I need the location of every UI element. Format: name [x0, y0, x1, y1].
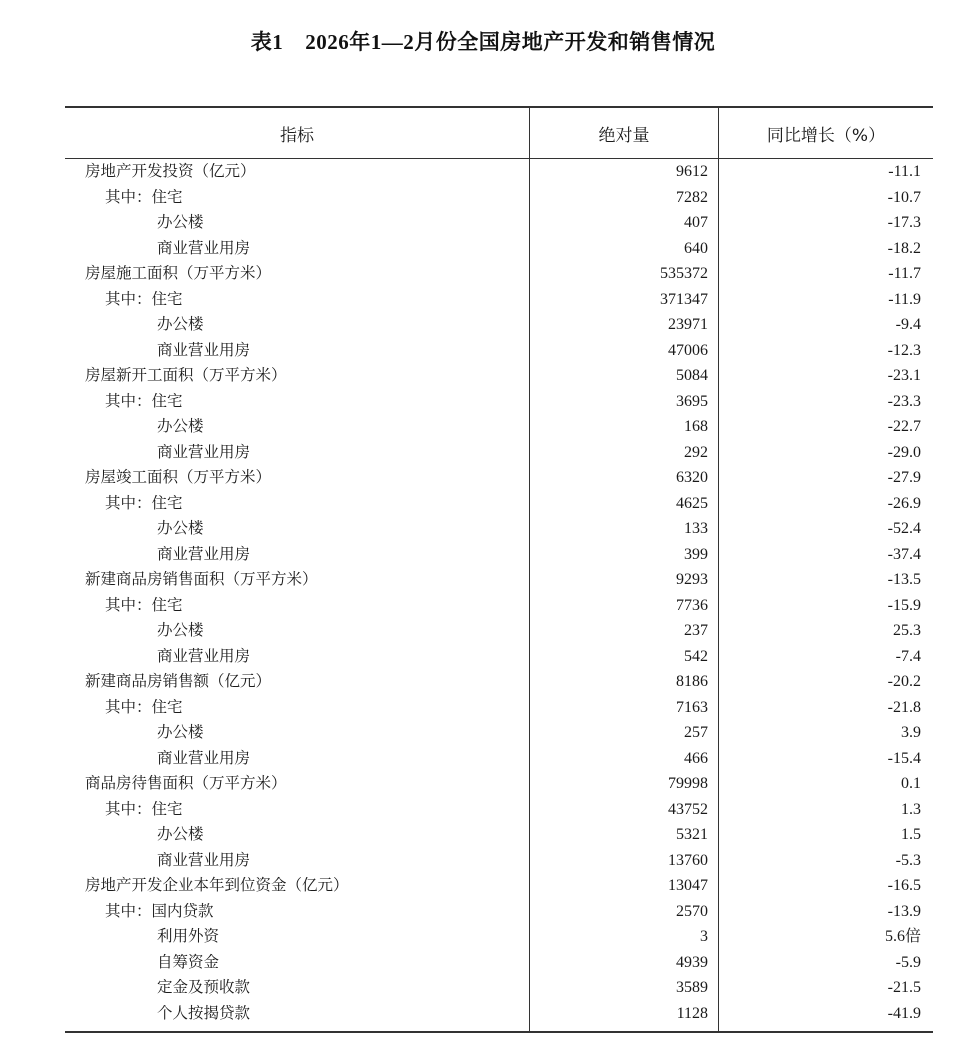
- row-absolute-value: 79998: [530, 771, 719, 797]
- row-absolute-value: 3: [530, 924, 719, 950]
- row-absolute-value: 1128: [530, 1001, 719, 1031]
- row-absolute-value: 9612: [530, 159, 719, 185]
- row-indicator-label: 房地产开发投资（亿元）: [65, 159, 530, 185]
- row-indicator-label: 其中：住宅: [65, 491, 530, 517]
- table-title-text: 2026年1—2月份全国房地产开发和销售情况: [305, 30, 716, 54]
- row-absolute-value: 535372: [530, 261, 719, 287]
- table-row: [65, 440, 933, 466]
- row-indicator-label: 商业营业用房: [65, 746, 530, 772]
- table-row: [65, 567, 933, 593]
- table-row: [65, 644, 933, 670]
- row-indicator-label: 商业营业用房: [65, 542, 530, 568]
- table-row: [65, 338, 933, 364]
- table-row: [65, 185, 933, 211]
- row-indicator-label: 办公楼: [65, 618, 530, 644]
- table-row: [65, 159, 933, 185]
- row-indicator-label: 商品房待售面积（万平方米）: [65, 771, 530, 797]
- row-yoy-growth: -27.9: [887, 469, 921, 486]
- row-yoy-growth: -13.9: [887, 902, 921, 920]
- row-indicator-label: 商业营业用房: [65, 848, 530, 874]
- row-yoy-growth: -13.5: [887, 571, 921, 588]
- row-yoy-growth: -11.7: [888, 265, 921, 282]
- row-indicator-label: 商业营业用房: [65, 644, 530, 670]
- row-yoy-growth: 25.3: [893, 622, 921, 639]
- table-row: [65, 389, 933, 415]
- row-absolute-value: 4625: [530, 491, 719, 517]
- row-indicator-label: 新建商品房销售额（亿元）: [65, 669, 530, 695]
- row-absolute-value: 7282: [530, 185, 719, 211]
- row-indicator-label: 其中：住宅: [65, 287, 530, 313]
- row-yoy-growth: -17.3: [887, 214, 921, 231]
- row-indicator-label: 其中：住宅: [65, 797, 530, 823]
- row-indicator-label: 商业营业用房: [65, 440, 530, 466]
- table-row: [65, 287, 933, 313]
- table-row: [65, 771, 933, 797]
- table-row: [65, 720, 933, 746]
- row-absolute-value: 13047: [530, 873, 719, 899]
- row-indicator-label: 其中：国内贷款: [65, 899, 530, 925]
- row-indicator-label: 办公楼: [65, 210, 530, 236]
- row-indicator-label: 商业营业用房: [65, 338, 530, 364]
- table-row: [65, 873, 933, 899]
- row-yoy-growth: -29.0: [887, 443, 921, 461]
- row-absolute-value: 7163: [530, 695, 719, 721]
- row-absolute-value: 292: [530, 440, 719, 466]
- table-row: [65, 363, 933, 389]
- table-header: [65, 106, 933, 159]
- table-row: [65, 414, 933, 440]
- row-absolute-value: 3589: [530, 975, 719, 1001]
- table-row: [65, 797, 933, 823]
- row-yoy-growth: -7.4: [895, 647, 921, 665]
- row-indicator-label: 办公楼: [65, 312, 530, 338]
- row-yoy-growth: 1.5: [901, 826, 921, 843]
- row-absolute-value: 4939: [530, 950, 719, 976]
- row-indicator-label: 其中：住宅: [65, 185, 530, 211]
- row-yoy-growth: 3.9: [901, 724, 921, 741]
- row-yoy-growth: -37.4: [887, 545, 921, 563]
- row-yoy-growth: -26.9: [887, 494, 921, 512]
- row-absolute-value: 3695: [530, 389, 719, 415]
- row-indicator-label: 办公楼: [65, 414, 530, 440]
- table-row: [65, 848, 933, 874]
- row-absolute-value: 466: [530, 746, 719, 772]
- page-title: [0, 26, 966, 56]
- row-absolute-value: 133: [530, 516, 719, 542]
- row-yoy-growth: -12.3: [887, 341, 921, 359]
- row-yoy-growth: -22.7: [887, 418, 921, 435]
- row-absolute-value: 2570: [530, 899, 719, 925]
- row-yoy-growth: -15.9: [887, 596, 921, 614]
- row-indicator-label: 个人按揭贷款: [65, 1001, 530, 1031]
- row-absolute-value: 640: [530, 236, 719, 262]
- row-yoy-growth: -16.5: [887, 877, 921, 894]
- table-row: [65, 975, 933, 1001]
- table-number: 表1: [250, 30, 284, 54]
- row-yoy-growth: -20.2: [887, 673, 921, 690]
- table-row: [65, 924, 933, 950]
- row-absolute-value: 43752: [530, 797, 719, 823]
- table-row: [65, 1001, 933, 1033]
- row-yoy-growth: -18.2: [887, 239, 921, 257]
- table-row: [65, 312, 933, 338]
- row-yoy-growth: 5.6倍: [884, 928, 921, 945]
- table-row: [65, 210, 933, 236]
- row-yoy-growth: -23.3: [887, 392, 921, 410]
- row-indicator-label: 其中：住宅: [65, 593, 530, 619]
- row-indicator-label: 办公楼: [65, 720, 530, 746]
- row-absolute-value: 168: [530, 414, 719, 440]
- row-absolute-value: 542: [530, 644, 719, 670]
- row-yoy-growth: -23.1: [887, 367, 921, 384]
- row-indicator-label: 办公楼: [65, 822, 530, 848]
- row-indicator-label: 其中：住宅: [65, 389, 530, 415]
- row-indicator-label: 商业营业用房: [65, 236, 530, 262]
- table-row: [65, 950, 933, 976]
- row-yoy-growth: -11.1: [888, 163, 921, 180]
- table-row: [65, 822, 933, 848]
- row-absolute-value: 13760: [530, 848, 719, 874]
- row-indicator-label: 利用外资: [65, 924, 530, 950]
- row-absolute-value: 9293: [530, 567, 719, 593]
- row-indicator-label: 房屋新开工面积（万平方米）: [65, 363, 530, 389]
- table-row: [65, 236, 933, 262]
- table-row: [65, 261, 933, 287]
- row-indicator-label: 新建商品房销售面积（万平方米）: [65, 567, 530, 593]
- row-absolute-value: 7736: [530, 593, 719, 619]
- row-yoy-growth: 1.3: [901, 800, 921, 818]
- header-indicator: 指标: [65, 108, 530, 158]
- row-absolute-value: 257: [530, 720, 719, 746]
- row-yoy-growth: -5.9: [895, 953, 921, 971]
- row-indicator-label: 自筹资金: [65, 950, 530, 976]
- row-yoy-growth: -10.7: [887, 188, 921, 206]
- row-yoy-growth: -9.4: [895, 316, 921, 333]
- row-absolute-value: 399: [530, 542, 719, 568]
- row-yoy-growth: -5.3: [895, 851, 921, 869]
- row-indicator-label: 房屋竣工面积（万平方米）: [65, 465, 530, 491]
- row-yoy-growth: -41.9: [887, 1004, 921, 1022]
- row-yoy-growth: -21.8: [887, 698, 921, 716]
- table-row: [65, 465, 933, 491]
- row-yoy-growth: 0.1: [901, 775, 921, 792]
- row-indicator-label: 定金及预收款: [65, 975, 530, 1001]
- row-indicator-label: 其中：住宅: [65, 695, 530, 721]
- header-absolute: 绝对量: [530, 108, 719, 158]
- row-absolute-value: 237: [530, 618, 719, 644]
- row-indicator-label: 房屋施工面积（万平方米）: [65, 261, 530, 287]
- table-row: [65, 593, 933, 619]
- table-row: [65, 899, 933, 925]
- data-table: [65, 106, 933, 1033]
- table-row: [65, 669, 933, 695]
- table-body: [65, 159, 933, 1033]
- row-indicator-label: 办公楼: [65, 516, 530, 542]
- row-yoy-growth: -15.4: [887, 749, 921, 767]
- table-row: [65, 746, 933, 772]
- table-row: [65, 491, 933, 517]
- row-indicator-label: 房地产开发企业本年到位资金（亿元）: [65, 873, 530, 899]
- table-row: [65, 618, 933, 644]
- table-row: [65, 542, 933, 568]
- row-absolute-value: 23971: [530, 312, 719, 338]
- row-yoy-growth: -21.5: [887, 979, 921, 996]
- row-absolute-value: 5321: [530, 822, 719, 848]
- table-row: [65, 695, 933, 721]
- row-absolute-value: 407: [530, 210, 719, 236]
- header-yoy-growth: 同比增长（%）: [766, 125, 886, 146]
- row-absolute-value: 47006: [530, 338, 719, 364]
- row-absolute-value: 371347: [530, 287, 719, 313]
- row-yoy-growth: -52.4: [887, 520, 921, 537]
- table-row: [65, 516, 933, 542]
- row-absolute-value: 5084: [530, 363, 719, 389]
- row-absolute-value: 6320: [530, 465, 719, 491]
- row-yoy-growth: -11.9: [888, 290, 921, 308]
- row-absolute-value: 8186: [530, 669, 719, 695]
